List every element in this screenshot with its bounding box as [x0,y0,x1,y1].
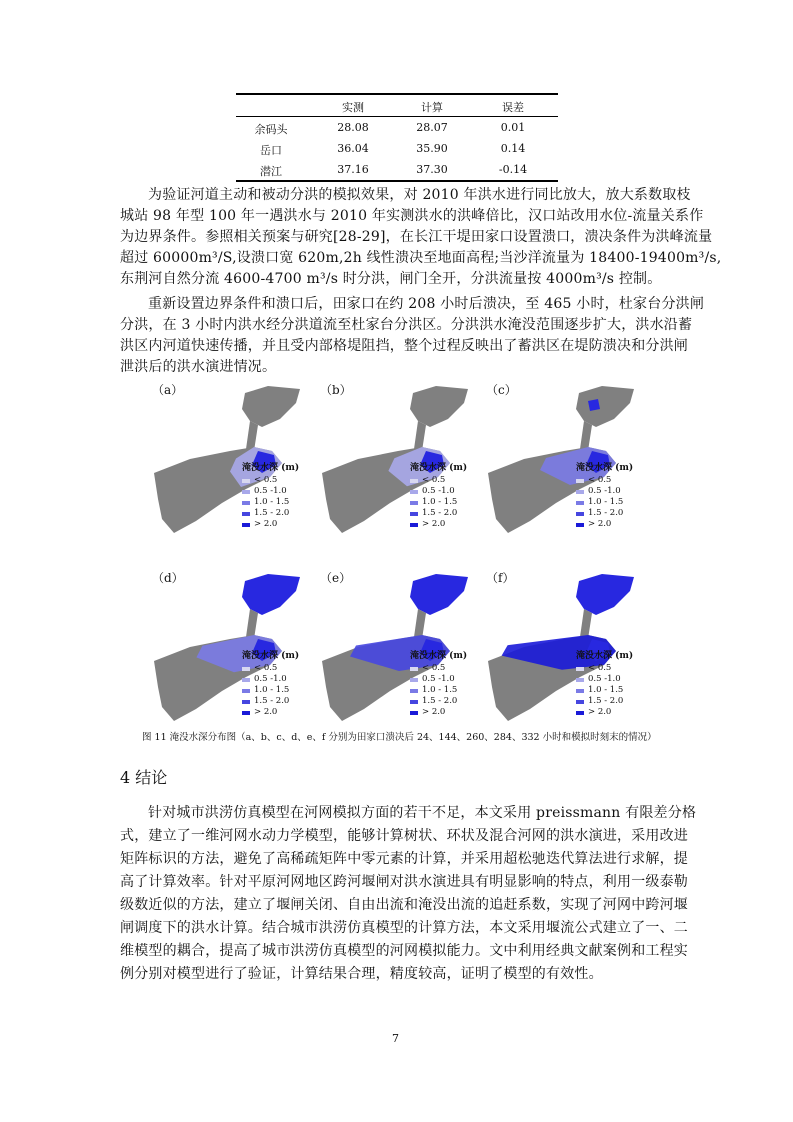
legend-label: 1.5 - 2.0 [422,696,458,706]
legend-swatch [242,689,250,693]
legend-swatch [576,501,584,505]
legend-swatch [242,523,250,527]
table-cell: 余码头 [254,123,288,136]
legend-item [410,685,467,696]
lake-region [242,574,300,615]
legend-swatch [410,501,418,505]
legend-item [576,674,633,685]
legend-item [242,674,299,685]
table-header-computed: 计算 [421,101,443,114]
legend-item [410,696,467,707]
legend-item [576,486,633,497]
legend-swatch [410,479,418,483]
panel-label: （d） [152,571,184,585]
legend-item [410,486,467,497]
lake-region [242,386,300,427]
legend-title: 淹没水深 (m) [242,463,300,473]
text-line: 城站 98 年型 100 年一遇洪水与 2010 年实测洪水的洪峰倍比，汉口站改用水位-流量关系作 [120,208,704,224]
inundated-patch [588,399,600,411]
text-line: 闸调度下的洪水计算。结合城市洪涝仿真模型的计算方法，本文采用堰流公式建立了一、二 [120,920,688,936]
legend-title: 淹没水深 (m) [410,463,468,473]
panel-label: （b） [320,383,352,397]
text-line: 泄洪后的洪水演进情况。 [120,359,277,375]
legend-item [410,707,467,718]
text-line: 超过 60000m³/S,设溃口宽 620m,2h 线性溃决至地面高程;当沙洋流量为 18400-19400m³/s, [120,250,722,266]
river-channel [414,609,426,639]
lake-region [410,386,468,427]
legend-label: 0.5 -1.0 [422,674,455,684]
legend-label: > 2.0 [422,519,446,529]
legend-label: 1.0 - 1.5 [588,497,624,507]
legend-item [410,674,467,685]
text-line: 分洪，在 3 小时内洪水经分洪道流至杜家台分洪区。分洪洪水淹没范围逐步扩大，洪水沿蓄 [120,317,693,333]
text-line: 为验证河道主动和被动分洪的模拟效果，对 2010 年洪水进行同比放大，放大系数取枝 [148,187,691,203]
text-line: 东荆河自然分流 4600-4700 m³/s 时分洪，闸门全开，分洪流量按 4000m³/s 控制。 [120,271,662,287]
river-channel [580,421,592,451]
legend-swatch [576,490,584,494]
table-cell: 37.30 [416,163,448,176]
legend-label: < 0.5 [422,663,446,673]
legend-item [242,663,299,674]
legend-swatch [242,501,250,505]
legend-label: > 2.0 [254,707,278,717]
text-line: 维模型的耦合，提高了城市洪涝仿真模型的河网模拟能力。文中利用经典文献案例和工程实 [120,943,688,959]
panel-label: （a） [152,383,184,397]
legend-label: 1.5 - 2.0 [588,508,624,518]
legend-label: 1.5 - 2.0 [254,508,290,518]
legend-label: > 2.0 [588,707,612,717]
legend-label: 1.0 - 1.5 [254,497,290,507]
legend-item [576,707,633,718]
table-cell: -0.14 [498,163,528,176]
table-cell: 0.01 [500,121,526,134]
legend-item [576,663,633,674]
text-line: 例分别对模型进行了验证，计算结果合理，精度较高，证明了模型的有效性。 [120,966,603,982]
text-line: 矩阵标识的方法，避免了高稀疏矩阵中零元素的计算，并采用超松驰迭代算法进行求解，提 [120,851,688,867]
legend-swatch [410,678,418,682]
table-cell: 潜江 [260,165,282,178]
legend-swatch [410,689,418,693]
legend-label: < 0.5 [254,663,278,673]
lake-region [410,574,468,615]
legend-item [576,475,633,486]
legend-swatch [410,667,418,671]
legend-label: < 0.5 [254,475,278,485]
legend-item [576,508,633,519]
legend-item [576,497,633,508]
legend-swatch [242,678,250,682]
legend-item [242,685,299,696]
legend-label: > 2.0 [422,707,446,717]
legend-item [576,696,633,707]
page-number: 7 [392,1032,399,1045]
text-line: 级数近似的方法，建立了堰闸关闭、自由出流和淹没出流的追赶系数，实现了河网中跨河堰 [120,897,688,913]
depth-legend [576,463,633,530]
legend-swatch [242,512,250,516]
table-cell: 0.14 [500,142,526,155]
table-cell: 37.16 [337,163,369,176]
panel-label: （f） [486,571,515,585]
legend-swatch [576,711,584,715]
legend-swatch [242,700,250,704]
legend-label: 0.5 -1.0 [254,486,287,496]
legend-swatch [410,711,418,715]
legend-swatch [242,490,250,494]
legend-label: 1.5 - 2.0 [588,696,624,706]
legend-swatch [576,523,584,527]
legend-item [242,696,299,707]
legend-label: 0.5 -1.0 [422,486,455,496]
legend-swatch [242,667,250,671]
legend-label: > 2.0 [254,519,278,529]
legend-item [576,519,633,530]
legend-item [242,497,299,508]
depth-legend [242,463,299,530]
legend-swatch [576,667,584,671]
panel-label: （c） [486,383,517,397]
legend-item [242,519,299,530]
legend-item [242,508,299,519]
legend-swatch [576,689,584,693]
legend-swatch [576,700,584,704]
legend-label: 1.5 - 2.0 [254,696,290,706]
depth-legend [410,651,467,718]
legend-label: 1.0 - 1.5 [422,497,458,507]
legend-title: 淹没水深 (m) [576,651,634,661]
table-header-error: 误差 [502,101,524,114]
legend-item [576,685,633,696]
legend-label: 1.0 - 1.5 [422,685,458,695]
legend-label: 1.0 - 1.5 [588,685,624,695]
table-top-rule [236,93,558,95]
table-cell: 28.07 [416,121,448,134]
legend-label: 1.5 - 2.0 [422,508,458,518]
table-cell: 36.04 [337,142,369,155]
river-channel [414,421,426,451]
legend-swatch [410,523,418,527]
text-line: 为边界条件。参照相关预案与研究[28-29]，在长江干堤田家口设置溃口，溃决条件为洪峰流量 [120,229,713,245]
table-header-rule [236,116,558,117]
legend-label: < 0.5 [588,475,612,485]
text-line: 针对城市洪涝仿真模型在河网模拟方面的若干不足，本文采用 preissmann 有限差分格 [148,805,697,821]
legend-label: 0.5 -1.0 [254,674,287,684]
legend-item [410,519,467,530]
legend-title: 淹没水深 (m) [410,651,468,661]
table-cell: 35.90 [416,142,448,155]
legend-label: 0.5 -1.0 [588,486,621,496]
legend-item [242,475,299,486]
legend-swatch [410,512,418,516]
legend-swatch [410,490,418,494]
table-bottom-rule [236,180,558,182]
legend-label: < 0.5 [422,475,446,485]
legend-title: 淹没水深 (m) [576,463,634,473]
legend-item [410,663,467,674]
legend-label: 1.0 - 1.5 [254,685,290,695]
depth-legend [576,651,633,718]
legend-item [242,707,299,718]
legend-item [410,475,467,486]
legend-label: < 0.5 [588,663,612,673]
legend-swatch [576,512,584,516]
legend-label: > 2.0 [588,519,612,529]
text-line: 式，建立了一维河网水动力学模型，能够计算树状、环状及混合河网的洪水演进，采用改进 [120,828,688,844]
legend-swatch [242,711,250,715]
lake-region [576,386,634,427]
section-title: 4 结论 [120,768,168,787]
depth-legend [242,651,299,718]
legend-item [410,497,467,508]
legend-swatch [576,479,584,483]
text-line: 洪区内河道快速传播，并且受内部格堤阻挡，整个过程反映出了蓄洪区在堤防溃决和分洪闸 [120,338,688,354]
table-header-measured: 实测 [342,101,364,114]
legend-label: 0.5 -1.0 [588,674,621,684]
river-channel [246,609,258,639]
figure-caption: 图 11 淹没水深分布图（a、b、c、d、e、f 分别为田家口溃决后 24、144、260、284、332 小时和模拟时刻末的情况） [142,732,657,743]
legend-item [242,486,299,497]
lake-region [576,574,634,615]
river-channel [246,421,258,451]
text-line: 高了计算效率。针对平原河网地区跨河堰闸对洪水演进具有明显影响的特点，利用一级泰勒 [120,874,688,890]
legend-swatch [242,479,250,483]
legend-item [410,508,467,519]
river-channel [580,609,592,639]
legend-swatch [576,678,584,682]
table-cell: 28.08 [337,121,369,134]
legend-title: 淹没水深 (m) [242,651,300,661]
panel-label: （e） [320,571,352,585]
legend-swatch [410,700,418,704]
table-cell: 岳口 [260,144,282,157]
depth-legend [410,463,467,530]
text-line: 重新设置边界条件和溃口后，田家口在约 208 小时后溃决，至 465 小时，杜家台分洪闸 [148,296,705,312]
